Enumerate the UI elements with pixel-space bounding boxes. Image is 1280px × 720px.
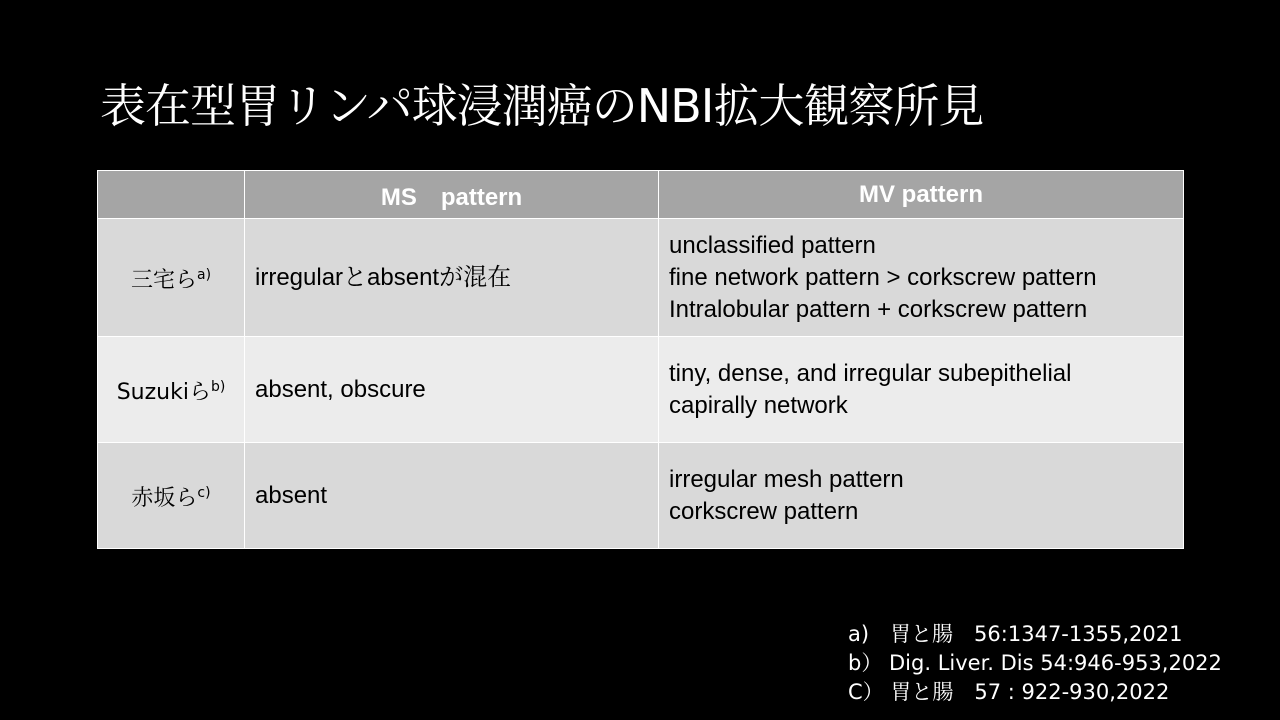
table-header-row [98,171,1184,219]
mv-cell [659,337,1184,443]
author-cell [98,219,245,337]
mv-line: fine network pattern > corkscrew pattern [669,263,1097,291]
ms-cell [245,443,659,549]
reference-c: C） 胃と腸 57 : 922-930,2022 [848,680,1170,704]
mv-line: capirally network [669,391,848,419]
ms-cell [245,337,659,443]
findings-table [97,170,1184,549]
header-ms-pattern: MS pattern [245,171,659,219]
ms-text: absent [255,481,328,509]
table-row [98,219,1184,337]
references [848,620,1222,707]
slide-title: 表在型胃リンパ球浸潤癌のNBI拡大観察所見 [100,79,984,133]
mv-line: irregular mesh pattern [669,465,904,493]
author-cell [98,337,245,443]
ref-mark: a) [196,266,212,283]
ms-text: irregularとabsentが混在 [255,263,512,291]
ref-mark: b) [210,378,226,395]
header-author [98,171,245,219]
author-name: 赤坂ら [131,485,198,511]
ref-mark: c) [197,484,211,501]
mv-line: corkscrew pattern [669,497,859,525]
mv-line: Intralobular pattern + corkscrew pattern [669,295,1088,323]
mv-line: tiny, dense, and irregular subepithelial [669,359,1072,387]
author-name: 三宅ら [130,267,197,293]
reference-a: a) 胃と腸 56:1347-1355,2021 [848,622,1183,646]
table-row [98,443,1184,549]
author-cell [98,443,245,549]
mv-cell [659,219,1184,337]
reference-b: b） Dig. Liver. Dis 54:946-953,2022 [848,651,1222,675]
mv-cell [659,443,1184,549]
mv-line: unclassified pattern [669,231,876,259]
ms-text: absent, obscure [255,375,426,403]
ms-cell [245,219,659,337]
table-row [98,337,1184,443]
header-mv-pattern: MV pattern [659,171,1184,219]
author-name: Suzukiら [116,379,211,405]
